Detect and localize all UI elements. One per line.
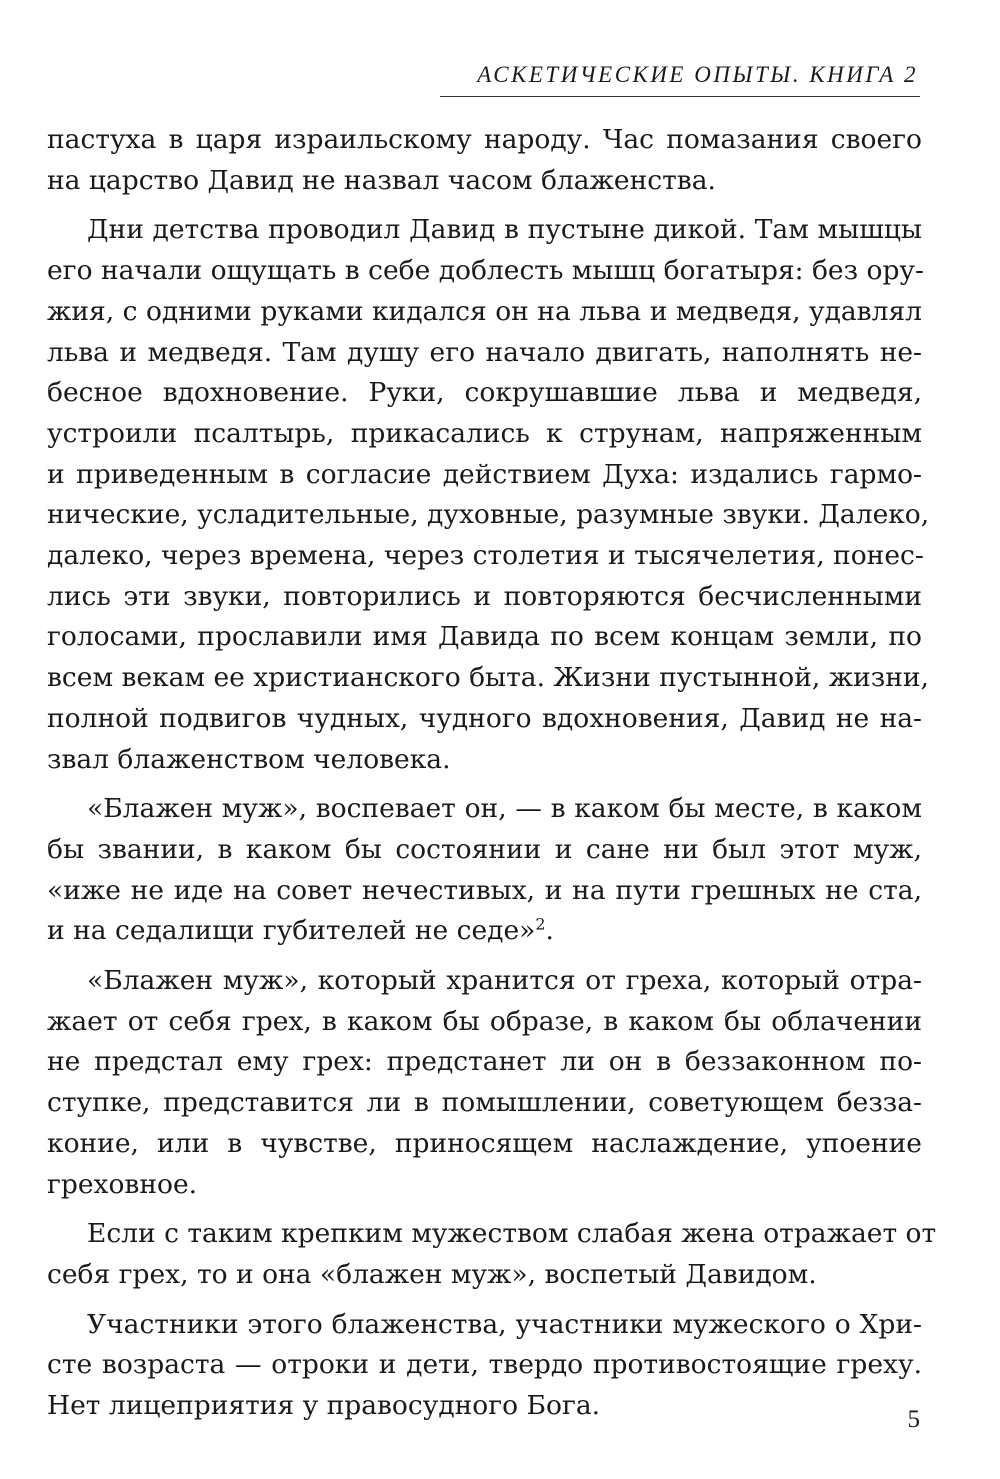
text-line: пастуха в царя израильскому народу. Час помазания своего (47, 124, 922, 155)
text-line: голосами, прославили имя Давида по всем концам земли, по (47, 621, 922, 653)
text-line: бы звании, в каком бы состоянии и сане ни был этот муж, (47, 833, 922, 865)
text-line: льва и медведя. Там душу его начало двигать, наполнять не- (47, 336, 922, 368)
text-line: себя грех, то и она «блажен муж», воспетый Давидом. (47, 1258, 817, 1290)
text-line: греховное. (47, 1168, 198, 1200)
text-line: полной подвигов чудных, чудного вдохновения, Давид не на- (47, 702, 922, 734)
text-line: далеко, через времена, через столетия и тысячелетия, понес- (47, 540, 924, 572)
paragraph-3 (47, 789, 922, 952)
text-body (47, 120, 937, 1427)
text-line: Участники этого блаженства, участники мужеского о Хри- (87, 1308, 922, 1340)
text-line: жия, с одними руками кидался он на льва и медведя, удавлял (47, 295, 922, 327)
text-line: Нет лицеприятия у правосудного Бога. (47, 1390, 601, 1422)
text-line (47, 911, 922, 952)
text-line-content: и на седалищи губителей не седе» (47, 915, 536, 947)
paragraph-4 (47, 961, 922, 1205)
text-line: коние, или в чувстве, приносящем наслаждение, упоение (47, 1127, 922, 1159)
text-line: звал блаженством человека. (47, 743, 451, 775)
text-line: не предстал ему грех: предстанет ли он в беззаконном по- (47, 1046, 922, 1078)
header-rule (440, 96, 920, 97)
text-line: на царство Давид не назвал часом блаженства. (47, 164, 716, 196)
text-line: жает от себя грех, в каком бы образе, в каком бы облачении (47, 1005, 922, 1037)
text-line: «Блажен муж», который хранится от греха, который отра- (87, 965, 922, 997)
text-line: его начали ощущать в себе доблесть мышц богатыря: без ору- (47, 255, 924, 287)
text-line: сте возраста — отроки и дети, твердо противостоящие греху. (47, 1349, 922, 1381)
text-line: устроили псалтырь, прикасались к струнам, напряженным (47, 417, 922, 449)
footnote-ref[interactable]: 2 (535, 914, 546, 934)
text-line: Дни детства проводил Давид в пустыне дикой. Там мышцы (87, 214, 922, 246)
text-line: нические, усладительные, духовные, разумные звуки. Далеко, (47, 499, 930, 531)
sentence-end: . (545, 915, 554, 947)
running-header: АСКЕТИЧЕСКИЕ ОПЫТЫ. КНИГА 2 (477, 62, 918, 87)
text-line: всем векам ее христианского быта. Жизни пустынной, жизни, (47, 662, 929, 694)
text-line: бесное вдохновение. Руки, сокрушавшие льва и медведя, (47, 377, 922, 409)
text-line: «иже не иде на совет нечестивых, и на пути грешных не ста, (47, 874, 922, 906)
text-line: ступке, представится ли в помышлении, советующем безза- (47, 1087, 922, 1119)
paragraph-6 (47, 1305, 922, 1427)
paragraph-5 (47, 1214, 937, 1295)
text-line: лись эти звуки, повторились и повторяются бесчисленными (47, 580, 922, 612)
paragraph-2 (47, 210, 930, 780)
text-line: «Блажен муж», воспевает он, — в каком бы месте, в каком (87, 793, 922, 825)
page-number: 5 (907, 1406, 920, 1433)
text-line: Если с таким крепким мужеством слабая жена отражает от (87, 1218, 937, 1250)
text-line: и приведенным в согласие действием Духа: издались гармо- (47, 458, 922, 490)
paragraph-1 (47, 120, 922, 201)
